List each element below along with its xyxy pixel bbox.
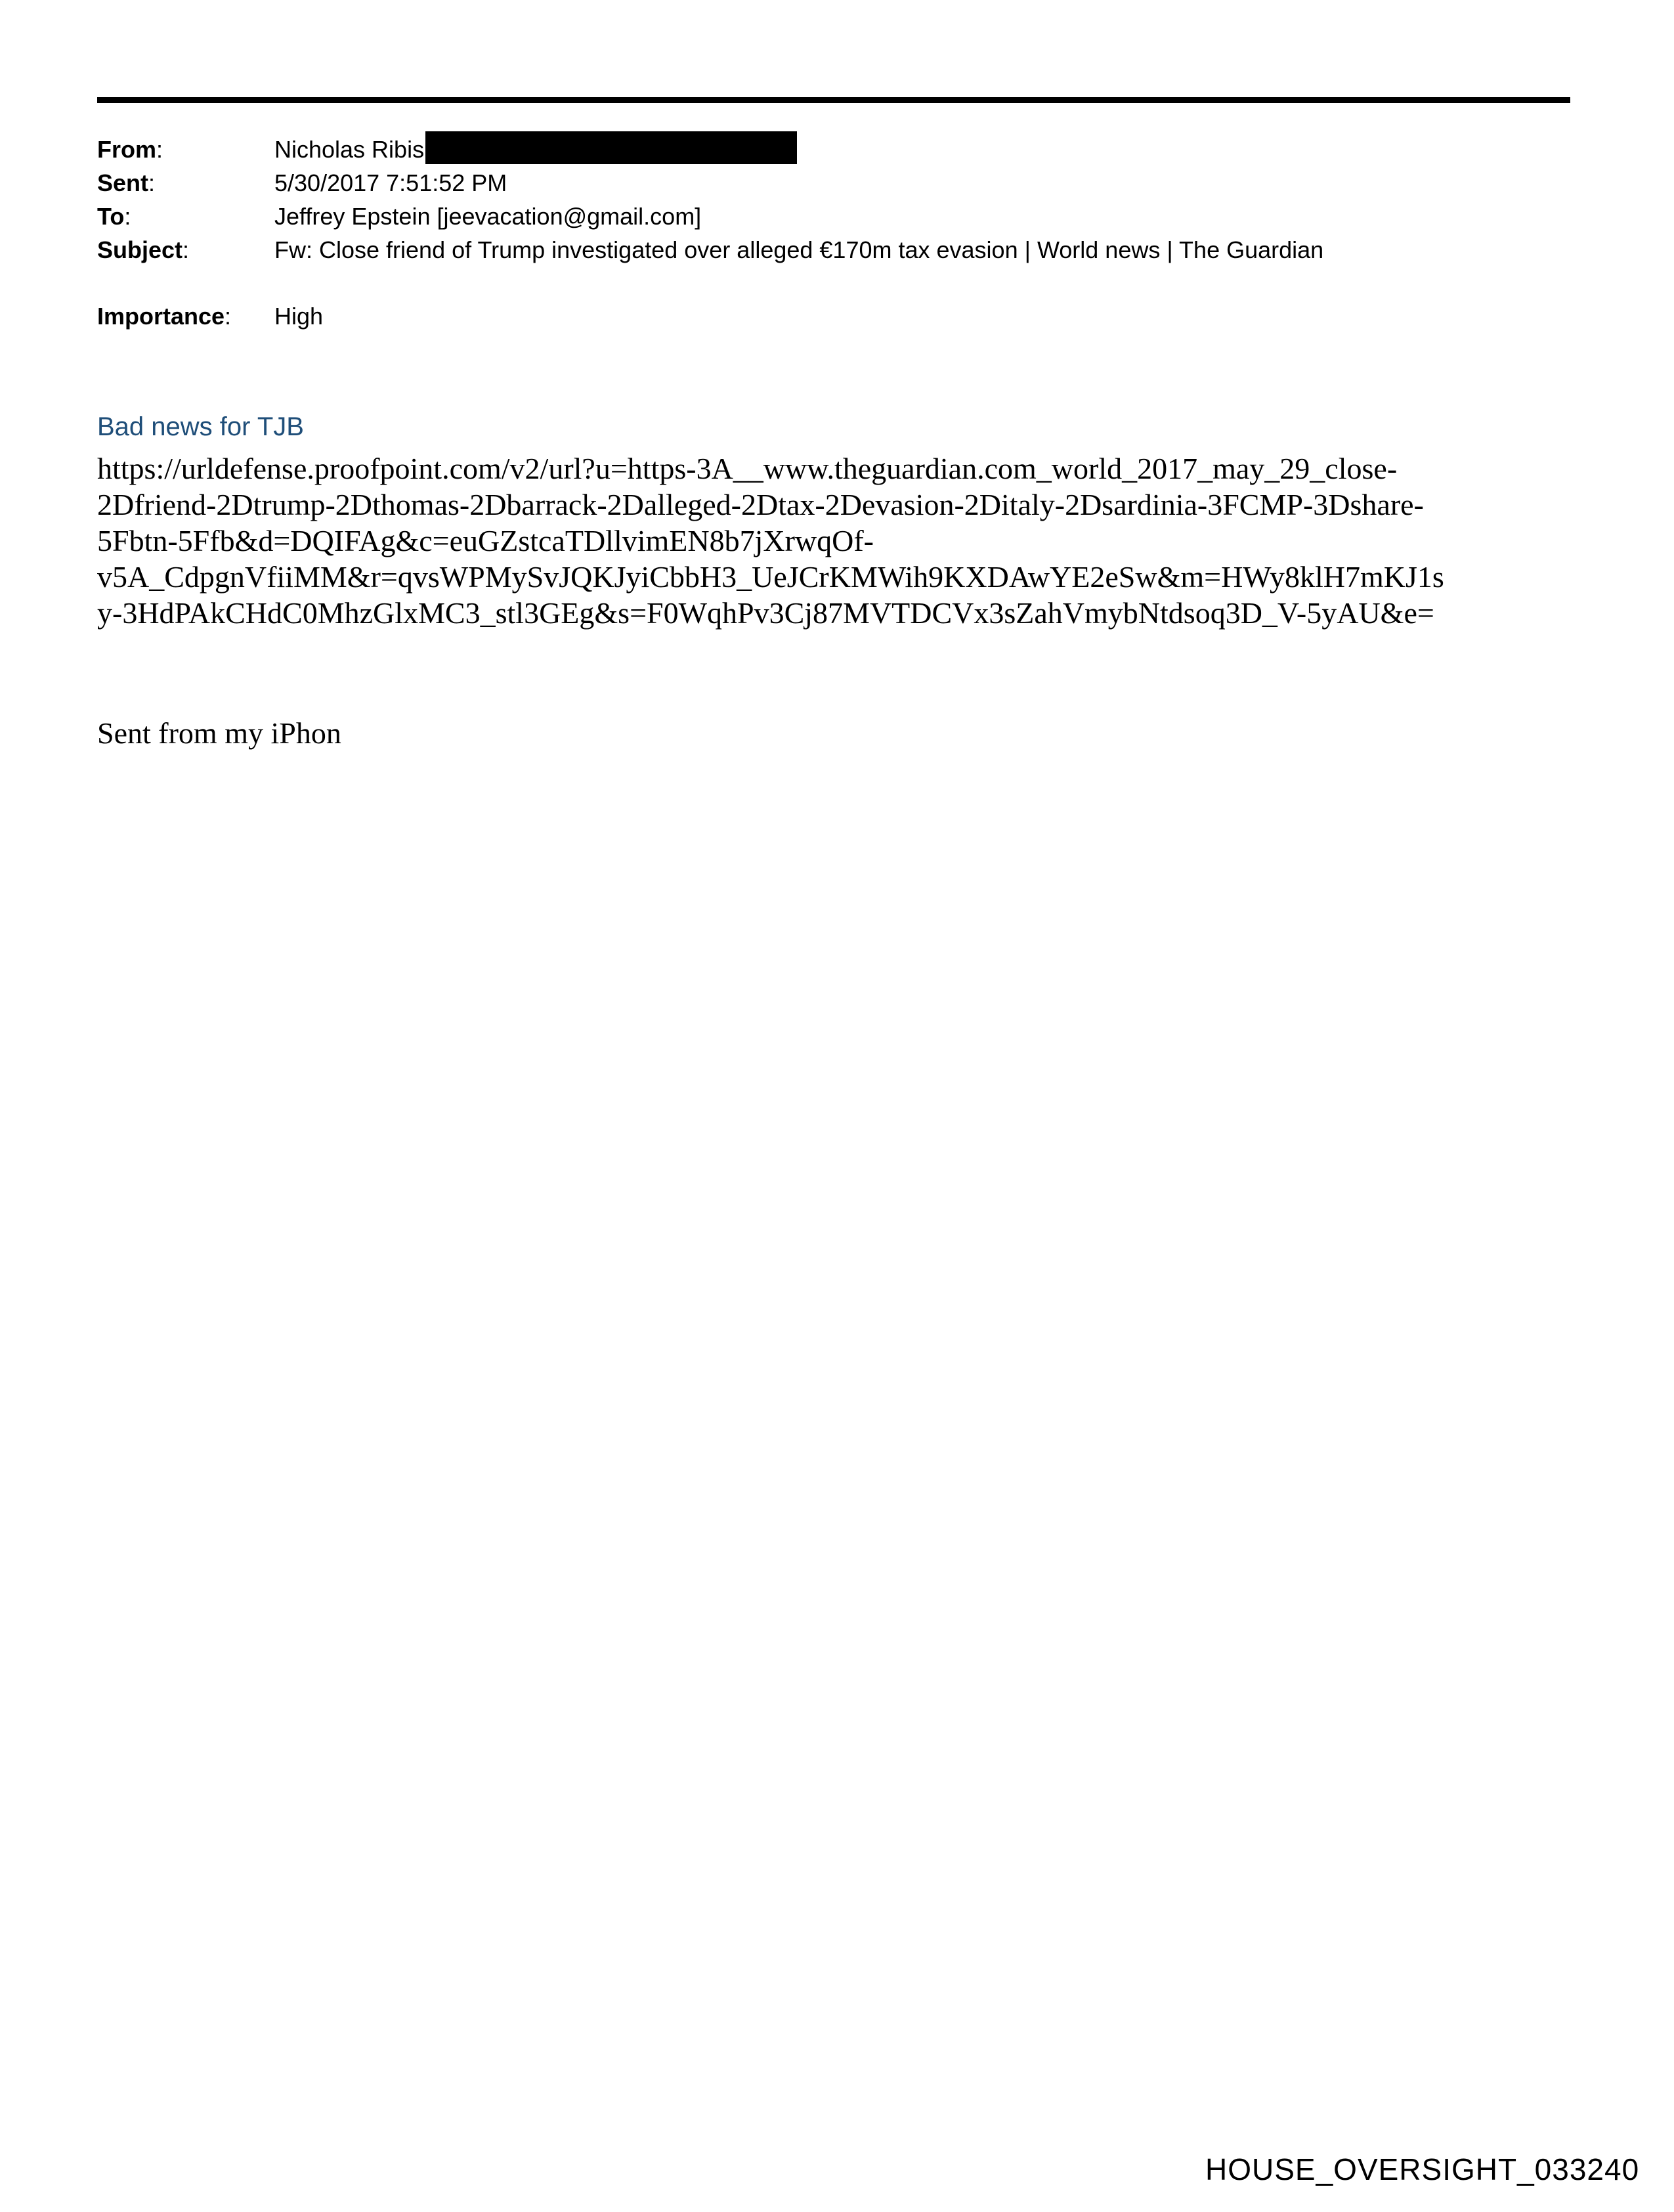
to-row [97,200,1574,233]
sent-label: Sent: [97,169,156,196]
subject-row [97,233,1574,267]
url-link[interactable] [97,450,1607,631]
importance-label: Importance: [97,303,232,330]
url-line: y-3HdPAkCHdC0MhzGlxMC3_stl3GEg&s=F0WqhPv3Cj87MVTDCVx3sZahVmybNtdsoq3D_V-5yAU&e= [97,596,1434,630]
importance-value: High [274,303,324,330]
url-line: 5Fbtn-5Ffb&d=DQIFAg&c=euGZstcaTDllvimEN8b7jXrwqOf- [97,524,874,557]
sent-row [97,166,1574,200]
from-value: Nicholas Ribis [274,131,1574,166]
url-line: 2Dfriend-2Dtrump-2Dthomas-2Dbarrack-2Dalleged-2Dtax-2Devasion-2Ditaly-2Dsardinia-3FCMP-3Dshare- [97,488,1424,521]
message-heading: Bad news for TJB [97,412,304,441]
email-header [97,131,1574,333]
from-row [97,131,1574,166]
to-label: To: [97,203,131,230]
subject-value: Fw: Close friend of Trump investigated over alleged €170m tax evasion | World news | The Guardian [274,236,1324,263]
signature-line: Sent from my iPhon [97,716,341,750]
sent-value: 5/30/2017 7:51:52 PM [274,169,507,196]
url-line: v5A_CdpgnVfiiMM&r=qvsWPMySvJQKJyiCbbH3_UeJCrKMWih9KXDAwYE2eSw&m=HWy8klH7mKJ1s [97,560,1444,594]
subject-label: Subject: [97,236,190,263]
to-value: Jeffrey Epstein [jeevacation@gmail.com] [274,203,702,230]
url-line: https://urldefense.proofpoint.com/v2/url?u=https-3A__www.theguardian.com_world_2017_may_29_close- [97,452,1398,485]
bates-number: HOUSE_OVERSIGHT_033240 [1205,2152,1640,2186]
header-divider [97,97,1570,103]
redaction-box [425,131,797,164]
from-label: From: [97,136,163,163]
header-spacer [97,267,1574,299]
importance-row [97,299,1574,333]
